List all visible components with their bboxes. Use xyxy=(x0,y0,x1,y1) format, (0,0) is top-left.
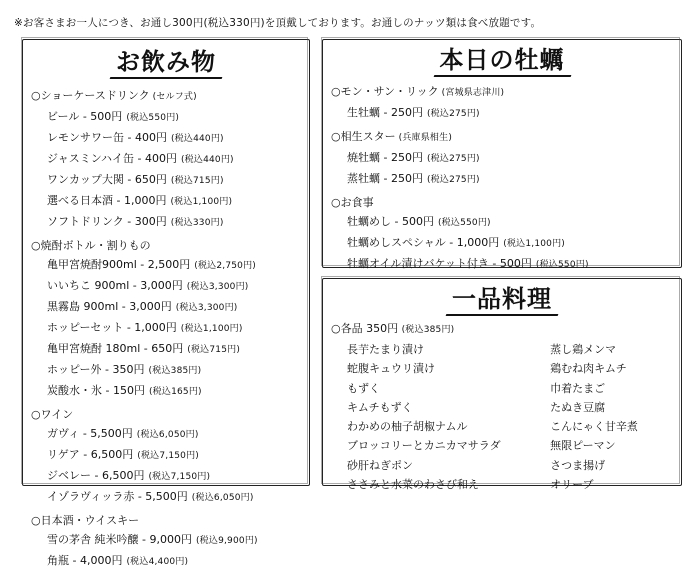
menu-item-name-price: 蒸牡蠣 - 250円 xyxy=(347,172,423,185)
dishes-column-right xyxy=(550,340,677,494)
dish-item: ブロッコリーとカニカマサラダ xyxy=(347,439,501,453)
menu-item-name-price: 選べる日本酒 - 1,000円 xyxy=(47,194,167,207)
menu-item-tax-price: (税込1,100円) xyxy=(170,197,233,207)
menu-item-name-price: 亀甲宮焼酎 180ml - 650円 xyxy=(47,342,184,355)
menu-item xyxy=(31,255,307,276)
menu-item-name-price: 牡蠣オイル漬けバケット付き - 500円 xyxy=(347,257,532,270)
menu-item xyxy=(31,466,307,487)
section-heading-label: ○日本酒・ウイスキー xyxy=(31,514,140,527)
menu-item-tax-price: (税込2,750円) xyxy=(194,261,257,271)
menu-item-tax-price: (税込330円) xyxy=(170,218,224,228)
menu-item-name-price: イゾラヴィッラ赤 - 5,500円 xyxy=(47,490,188,503)
menu-item xyxy=(31,149,307,170)
dishes-price-tax: (税込385円) xyxy=(401,325,455,335)
dish-item: こんにゃく甘辛煮 xyxy=(550,420,638,434)
oysters-list xyxy=(331,82,677,275)
menu-item-name-price: 角瓶 - 4,000円 xyxy=(47,554,123,567)
menu-item xyxy=(31,128,307,149)
menu-item-tax-price: (税込9,900円) xyxy=(195,536,258,546)
menu-item-tax-price: (税込7,150円) xyxy=(137,451,200,461)
menu-item-tax-price: (税込275円) xyxy=(426,154,480,164)
section-heading xyxy=(331,193,677,212)
section-heading xyxy=(31,511,307,530)
section-heading-label: ○ショーケースドリンク xyxy=(31,89,150,102)
dish-item: 巾着たまご xyxy=(550,381,606,395)
menu-item xyxy=(31,107,307,128)
menu-item-tax-price: (税込550円) xyxy=(437,218,491,228)
menu-item-tax-price: (税込4,400円) xyxy=(126,557,189,567)
menu-item-tax-price: (税込6,050円) xyxy=(136,430,199,440)
menu-item-name-price: 生牡蠣 - 250円 xyxy=(347,106,423,119)
menu-item-name-price: ソフトドリンク - 300円 xyxy=(47,215,167,228)
section-heading-label: ○相生スター xyxy=(331,130,396,143)
drinks-title-text: お飲み物 xyxy=(110,48,222,76)
drinks-panel xyxy=(22,39,310,567)
menu-item-name-price: ガヴィ - 5,500円 xyxy=(47,427,133,440)
menu-item-tax-price: (税込550円) xyxy=(535,260,589,270)
dish-item: 長芋たまり漬け xyxy=(347,343,424,356)
menu-item-name-price: いいちこ 900ml - 3,000円 xyxy=(47,279,183,292)
menu-item-name-price: レモンサワー缶 - 400円 xyxy=(47,131,167,144)
dish-item: 砂肝ねぎポン xyxy=(347,458,413,472)
section-heading xyxy=(331,127,677,148)
drinks-title xyxy=(23,48,309,76)
menu-item-tax-price: (税込275円) xyxy=(426,109,480,119)
menu-item xyxy=(331,103,677,124)
dish-item: さつま揚げ xyxy=(550,458,606,472)
menu-item-tax-price: (税込550円) xyxy=(126,113,180,123)
menu-item-tax-price: (税込3,300円) xyxy=(175,303,238,313)
section-heading xyxy=(31,405,307,424)
menu-item xyxy=(31,170,307,191)
dishes-columns xyxy=(331,340,677,494)
menu-item xyxy=(31,339,307,360)
section-heading-label: ○焼酎ボトル・割りもの xyxy=(31,239,151,252)
dishes-list xyxy=(331,319,677,494)
dishes-title xyxy=(323,285,681,313)
menu-item xyxy=(31,318,307,339)
drinks-list xyxy=(31,86,307,572)
menu-item-tax-price: (税込715円) xyxy=(170,176,224,186)
menu-item xyxy=(31,424,307,445)
dish-item: 鶏むね肉キムチ xyxy=(550,362,627,376)
menu-item-tax-price: (税込440円) xyxy=(170,134,224,144)
menu-item-tax-price: (税込440円) xyxy=(180,155,234,165)
menu-item xyxy=(331,254,677,275)
menu-item-name-price: ジベレー - 6,500円 xyxy=(47,469,145,482)
menu-item-name-price: ジャスミンハイ缶 - 400円 xyxy=(47,152,177,165)
dishes-price-heading xyxy=(331,319,677,340)
menu-item-tax-price: (税込3,300円) xyxy=(186,282,249,292)
menu-item-tax-price: (税込385円) xyxy=(148,366,202,376)
menu-item xyxy=(31,530,307,551)
menu-item-tax-price: (税込715円) xyxy=(187,345,241,355)
dish-item: 無限ピーマン xyxy=(550,439,616,453)
menu-item-name-price: 焼牡蠣 - 250円 xyxy=(347,151,423,164)
menu-item-tax-price: (税込7,150円) xyxy=(148,472,211,482)
dishes-column-left xyxy=(347,340,550,494)
dishes-panel xyxy=(322,278,682,492)
menu-item xyxy=(31,360,307,381)
menu-item-name-price: 雪の茅舎 純米吟醸 - 9,000円 xyxy=(47,533,192,546)
menu-item-tax-price: (税込1,100円) xyxy=(180,324,243,334)
dish-item: オリーブ xyxy=(550,478,594,492)
section-heading-note: (セルフ式) xyxy=(152,92,197,102)
menu-item xyxy=(31,445,307,466)
oysters-panel xyxy=(322,39,682,268)
dish-item: キムチもずく xyxy=(347,400,413,414)
menu-item-name-price: 牡蠣めし - 500円 xyxy=(347,215,434,228)
menu-item xyxy=(331,212,677,233)
dish-item: もずく xyxy=(347,381,380,395)
menu-item-tax-price: (税込6,050円) xyxy=(191,493,254,503)
menu-item xyxy=(31,551,307,572)
menu-item-name-price: リゲア - 6,500円 xyxy=(47,448,134,461)
dishes-price-label: ○各品 350円 xyxy=(331,322,399,335)
section-heading-label: ○お食事 xyxy=(331,196,374,209)
dish-item: 蛇腹キュウリ漬け xyxy=(347,362,435,376)
menu-item xyxy=(31,212,307,233)
menu-item xyxy=(331,233,677,254)
dishes-title-text: 一品料理 xyxy=(446,285,558,313)
menu-item-tax-price: (税込165円) xyxy=(148,387,202,397)
menu-item-name-price: ホッピーセット - 1,000円 xyxy=(47,321,177,334)
dish-item: たぬき豆腐 xyxy=(550,400,606,414)
menu-item-name-price: 黒霧島 900ml - 3,000円 xyxy=(47,300,172,313)
oysters-title xyxy=(323,46,681,74)
menu-item-tax-price: (税込275円) xyxy=(426,175,480,185)
menu-item xyxy=(331,148,677,169)
menu-item-name-price: ワンカップ大関 - 650円 xyxy=(47,173,167,186)
menu-item-name-price: 牡蠣めしスペシャル - 1,000円 xyxy=(347,236,500,249)
menu-item xyxy=(331,169,677,190)
menu-item-name-price: 亀甲宮焼酎900ml - 2,500円 xyxy=(47,258,191,271)
menu-item-tax-price: (税込1,100円) xyxy=(503,239,566,249)
dish-item: ささみと水菜のわさび和え xyxy=(347,478,479,492)
section-heading-note: (宮城県志津川) xyxy=(441,88,505,98)
service-charge-notice: ※お客さまお一人につき、お通し300円(税込330円)を頂戴しております。お通しのナッツ類は食べ放題です。 xyxy=(14,17,542,29)
section-heading xyxy=(31,236,307,255)
menu-item xyxy=(31,276,307,297)
menu-item xyxy=(31,297,307,318)
section-heading-label: ○モン・サン・リック xyxy=(331,85,439,98)
menu-item-name-price: ホッピー外 - 350円 xyxy=(47,363,145,376)
menu-item-name-price: ビール - 500円 xyxy=(47,110,123,123)
menu-item-name-price: 炭酸水・氷 - 150円 xyxy=(47,384,145,397)
oysters-title-text: 本日の牡蠣 xyxy=(434,46,571,74)
section-heading xyxy=(331,82,677,103)
section-heading-note: (兵庫県相生) xyxy=(398,133,453,143)
menu-item xyxy=(31,381,307,402)
section-heading xyxy=(31,86,307,107)
menu-item xyxy=(31,191,307,212)
dish-item: わかめの柚子胡椒ナムル xyxy=(347,420,468,434)
dish-item: 蒸し鶏メンマ xyxy=(550,343,617,356)
section-heading-label: ○ワイン xyxy=(31,408,74,421)
